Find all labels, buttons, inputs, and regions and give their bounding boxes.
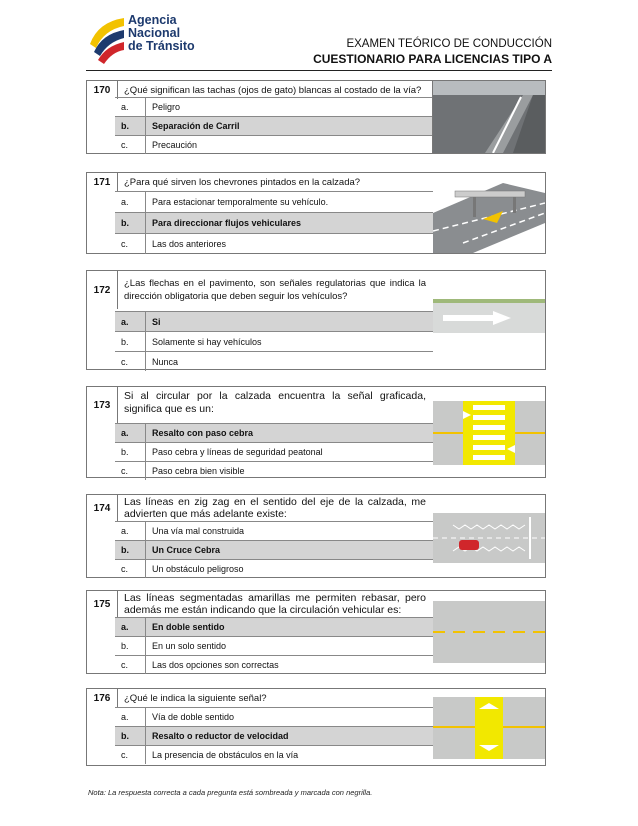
option-b-correct: b. Resalto o reductor de velocidad — [115, 726, 433, 745]
road-image — [432, 81, 545, 153]
option-b: b. Paso cebra y líneas de seguridad peatonal — [115, 442, 433, 461]
question-number: 175 — [87, 591, 118, 617]
agency-logo-icon — [88, 14, 128, 66]
option-b: b. Solamente si hay vehículos — [115, 331, 433, 351]
option-c: c. Nunca — [115, 351, 433, 371]
option-c: c. La presencia de obstáculos en la vía — [115, 745, 433, 764]
question-text: ¿Qué le indica la siguiente señal? — [124, 693, 267, 704]
option-a: a. Vía de doble sentido — [115, 707, 433, 726]
question-text: ¿Las flechas en el pavimento, son señales regulatorias que indica la dirección obligatoria que deben seguir los vehículos? — [124, 278, 426, 302]
question-text: Las líneas en zig zag en el sentido del eje de la calzada, me advierten que más adelante existe: — [124, 496, 426, 520]
question-number: 173 — [87, 387, 118, 423]
option-a: a. Una vía mal construida — [115, 521, 433, 540]
question-text: Las líneas segmentadas amarillas me permiten rebasar, pero además me están indicando que la circulación vehicular es: — [124, 592, 426, 616]
exam-subtitle: CUESTIONARIO PARA LICENCIAS TIPO A — [313, 52, 552, 66]
question-number: 176 — [87, 689, 118, 707]
question-text: Si al circular por la calzada encuentra la señal graficada, significa que es un: — [124, 390, 426, 415]
question-175 — [86, 590, 546, 674]
question-number: 172 — [87, 271, 118, 309]
question-172 — [86, 270, 546, 370]
dashed-yellow-road-image — [433, 591, 545, 673]
question-text: ¿Qué significan las tachas (ojos de gato) blancas al costado de la vía? — [124, 85, 422, 96]
chevron-road-image — [433, 173, 545, 253]
header-divider — [86, 70, 552, 71]
question-174 — [86, 494, 546, 578]
option-c: c. Paso cebra bien visible — [115, 461, 433, 480]
option-c: c. Las dos opciones son correctas — [115, 655, 433, 674]
zigzag-road-image — [433, 495, 545, 577]
option-a: a. Peligro — [115, 97, 433, 116]
option-a-correct: a. Si — [115, 311, 433, 331]
option-c: c. Un obstáculo peligroso — [115, 559, 433, 578]
option-c: c. Las dos anteriores — [115, 233, 433, 254]
option-c: c. Precaución — [115, 135, 433, 154]
question-170 — [86, 80, 546, 154]
question-text: ¿Para qué sirven los chevrones pintados en la calzada? — [124, 177, 361, 188]
question-number: 174 — [87, 495, 118, 521]
option-b-correct: b. Un Cruce Cebra — [115, 540, 433, 559]
option-a-correct: a. Resalto con paso cebra — [115, 423, 433, 442]
question-171 — [86, 172, 546, 254]
exam-title: EXAMEN TEÓRICO DE CONDUCCIÓN — [346, 38, 552, 50]
question-number: 170 — [87, 81, 118, 99]
question-176 — [86, 688, 546, 766]
option-a-correct: a. En doble sentido — [115, 617, 433, 636]
raised-crosswalk-image — [433, 387, 545, 477]
option-a: a. Para estacionar temporalmente su vehículo. — [115, 191, 433, 212]
question-173 — [86, 386, 546, 478]
option-b: b. En un solo sentido — [115, 636, 433, 655]
option-b-correct: b. Para direccionar flujos vehiculares — [115, 212, 433, 233]
pavement-arrow-image — [433, 271, 545, 369]
speed-bump-image — [433, 689, 545, 765]
option-b-correct: b. Separación de Carril — [115, 116, 433, 135]
question-number: 171 — [87, 173, 118, 191]
agency-name: Agencia Nacional de Tránsito — [128, 13, 195, 53]
footer-note: Nota: La respuesta correcta a cada pregunta está sombreada y marcada con negrilla. — [88, 788, 373, 797]
